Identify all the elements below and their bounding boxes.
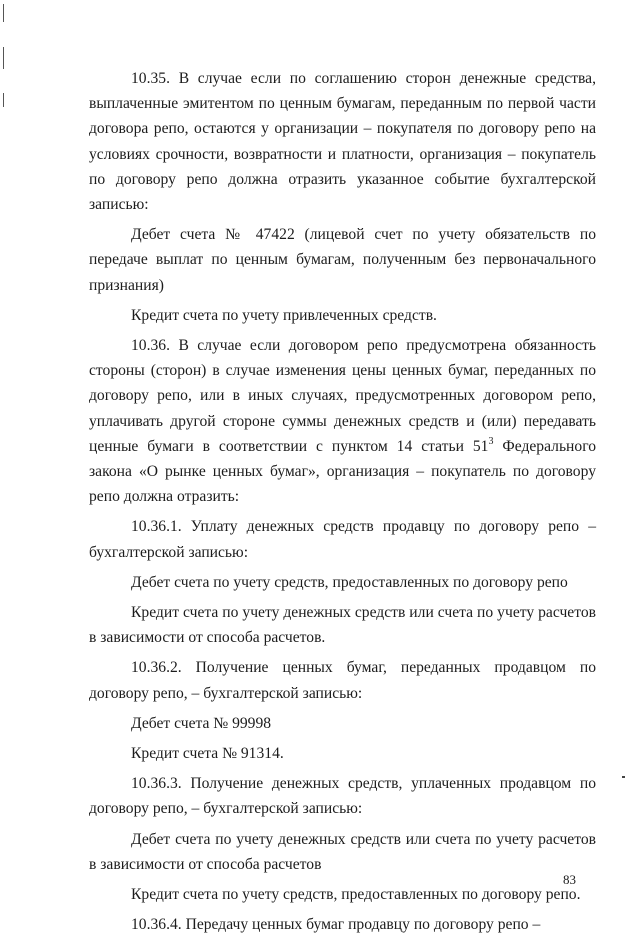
paragraph-debit-99998: Дебет счета № 99998 <box>131 714 272 732</box>
paragraph-10-36 <box>89 333 596 509</box>
paragraph-debit-repo-funds: Дебет счета по учету средств, предоставленных по договору репо <box>131 573 568 591</box>
paragraph-10-36-1: 10.36.1. Уплату денежных средств продавцу по договору репо – бухгалтерской записью: <box>89 518 596 561</box>
paragraph-credit-attracted-funds: Кредит счета по учету привлеченных средств. <box>131 306 437 324</box>
paragraph-credit-91314: Кредит счета № 91314. <box>131 745 284 763</box>
paragraph-credit-repo-funds: Кредит счета по учету средств, предоставленных по договору репо. <box>131 886 581 904</box>
scan-edge-mark <box>3 93 4 107</box>
superscript-article: 3 <box>488 435 494 447</box>
paragraph-debit-47422: Дебет счета № 47422 (лицевой счет по учету обязательств по передаче выплат по ценным бумагам, полученным без первоначального признания) <box>89 226 596 294</box>
paragraph-10-35: 10.35. В случае если по соглашению сторон денежные средства, выплаченные эмитентом по ценным бумагам, переданным по первой части договора репо, остаются у организации – покупателя по договору репо на условиях срочности, возвратности и платности, организация – покупатель по договору репо должна отразить указанное событие бухгалтерской записью: <box>89 70 596 214</box>
paragraph-10-36-4: 10.36.4. Передачу ценных бумаг продавцу по договору репо – <box>131 916 541 934</box>
paragraph-debit-cash-accounts: Дебет счета по учету денежных средств или счета по учету расчетов в зависимости от способа расчетов <box>89 830 596 873</box>
scan-speck <box>622 776 625 778</box>
page-number: 83 <box>563 872 576 887</box>
paragraph-10-36-text-end: Федерального закона «О рынке ценных бумаг», организация – покупатель по договору репо должна отразить: <box>89 437 597 506</box>
scan-edge-mark <box>3 47 4 69</box>
scan-edge-mark <box>3 4 4 22</box>
paragraph-credit-cash-accounts: Кредит счета по учету денежных средств или счета по учету расчетов в зависимости от способа расчетов. <box>89 604 596 647</box>
paragraph-10-36-2: 10.36.2. Получение ценных бумаг, переданных продавцом по договору репо, – бухгалтерской записью: <box>89 659 596 702</box>
paragraph-10-36-3: 10.36.3. Получение денежных средств, уплаченных продавцом по договору репо, – бухгалтерской записью: <box>89 775 596 818</box>
paragraph-10-36-text-start: 10.36. В случае если договором репо предусмотрена обязанность стороны (сторон) в случае изменения цены ценных бумаг, переданных по договору репо, или в иных случаях, предусмотренных договором репо, уплачивать другой стороне суммы денежных средств и (или) передавать ценные бумаги в соответствии с пунктом 14 статьи 51 <box>89 337 596 455</box>
document-body <box>89 66 596 938</box>
